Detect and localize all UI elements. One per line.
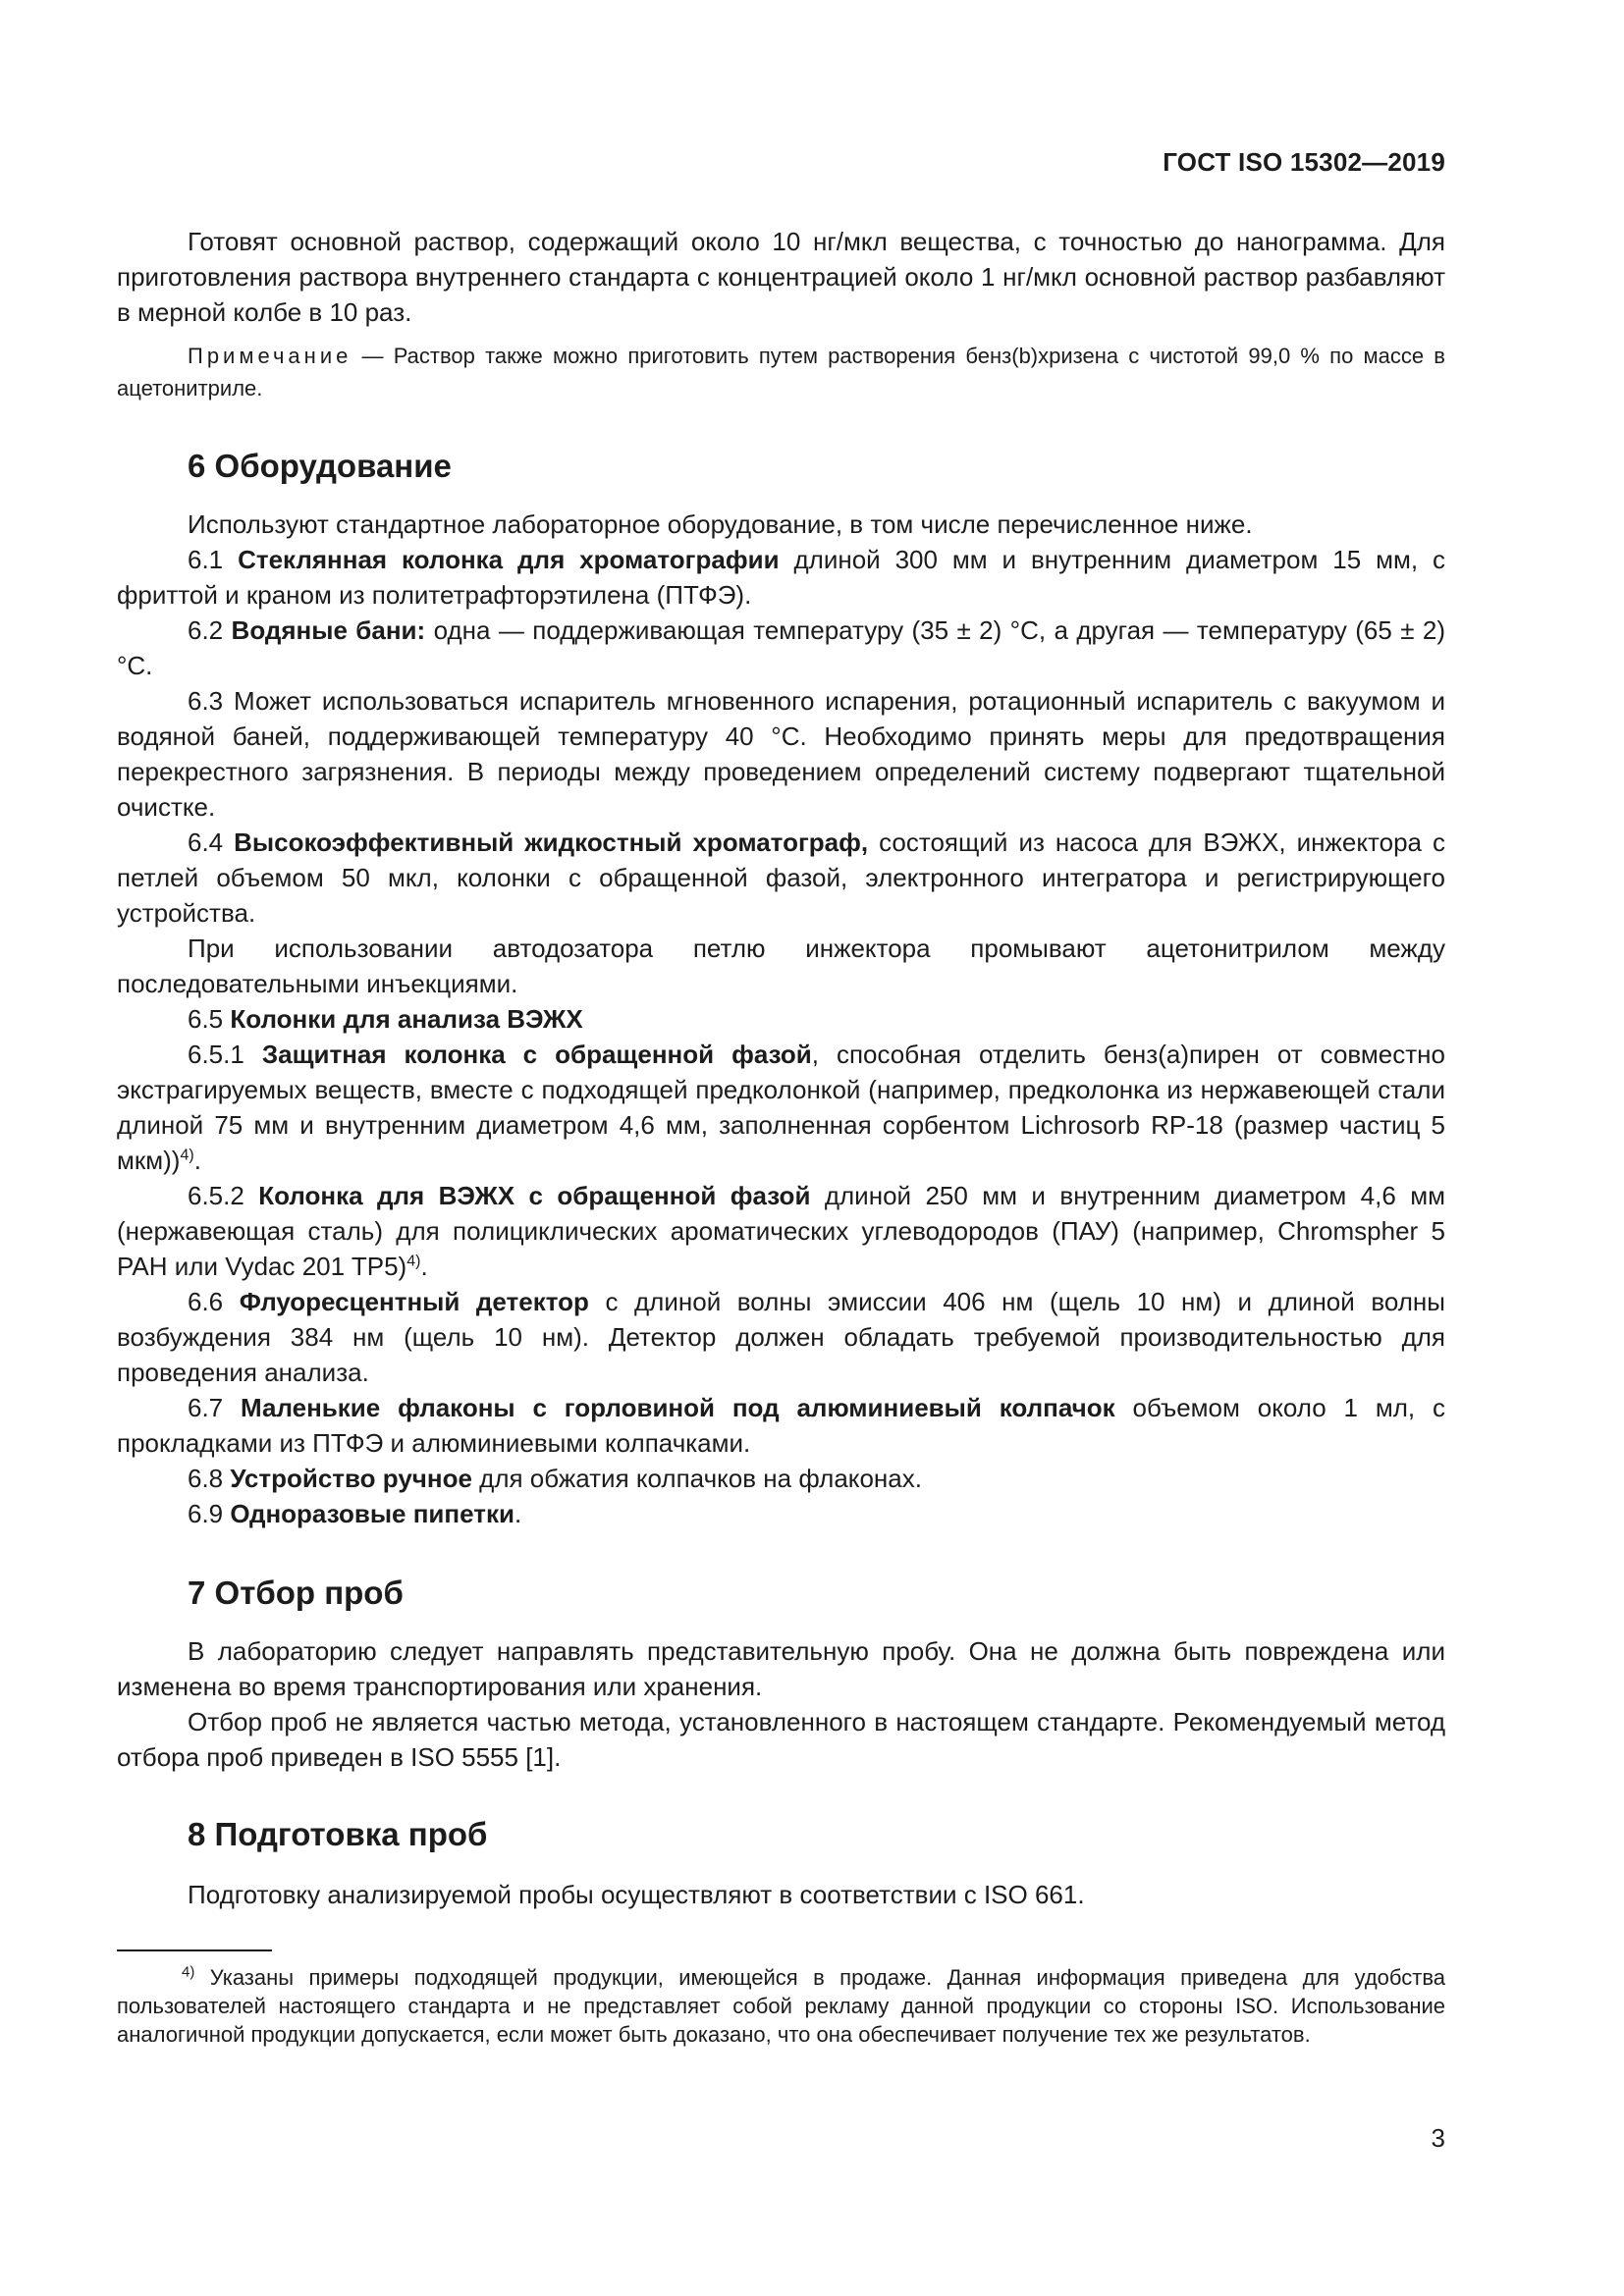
item-term: Водяные бани: <box>231 615 426 645</box>
footnote-area <box>117 1949 1445 2049</box>
item-6-9 <box>117 1496 1445 1531</box>
item-6-5-2 <box>117 1178 1445 1284</box>
item-number: 6.6 <box>188 1287 240 1316</box>
item-text: , способная отделить бенз(а)пирен от совместно экстрагируемых веществ, вместе с подходящей предколонкой (например, предколонка из нержавеющей стали длиной 75 мм и внутренним диаметром 4,6 мм, заполненная сорбентом Lichrosorb RP-18 (размер частиц 5 мкм)) <box>117 1040 1445 1175</box>
document-body <box>117 224 1445 1912</box>
item-number: 6.2 <box>188 615 232 645</box>
item-text: состоящий из насоса для ВЭЖХ, инжектора с петлей объемом 50 мкл, колонки с обращенной фазой, электронного интегратора и регистрирующего устройства. <box>117 828 1445 928</box>
item-6-5 <box>117 1001 1445 1037</box>
item-tail: . <box>193 1146 201 1175</box>
item-term: Высокоэффективный жидкостный хроматограф, <box>234 828 869 857</box>
section-8-heading: 8 Подготовка проб <box>188 1816 488 1852</box>
item-text: для обжатия колпачков на флаконах. <box>471 1464 922 1493</box>
item-number: 6.5.2 <box>188 1181 259 1210</box>
note-paragraph <box>117 340 1445 404</box>
item-term: Флуоресцентный детектор <box>239 1287 589 1316</box>
document-code-header: ГОСТ ISO 15302—2019 <box>1163 147 1445 177</box>
item-term: Одноразовые пипетки <box>230 1499 514 1528</box>
note-label: Примечание <box>188 344 352 368</box>
section-7-heading: 7 Отбор проб <box>188 1575 404 1611</box>
item-number: 6.8 <box>188 1464 231 1493</box>
item-number: 6.5.1 <box>188 1040 262 1069</box>
item-6-5-1 <box>117 1037 1445 1178</box>
item-6-4-autosampler: При использовании автодозатора петлю инжектора промывают ацетонитрилом между последовательными инъекциями. <box>117 934 1445 998</box>
footnote-reference: 4) <box>406 1253 421 1270</box>
item-term: Маленькие флаконы с горловиной под алюминиевый колпачок <box>241 1393 1115 1422</box>
footnote-separator <box>117 1949 272 1951</box>
item-term: Стеклянная колонка для хроматографии <box>238 545 780 574</box>
paragraph-stock-solution: Готовят основной раствор, содержащий около 10 нг/мкл вещества, с точностью до нанограмма. Для приготовления раствора внутреннего стандарта с концентрацией около 1 нг/мкл основной раствор разбавляют в мерной колбе в 10 раз. <box>117 227 1445 327</box>
section-7-paragraph-1: В лабораторию следует направлять представительную пробу. Она не должна быть повреждена или изменена во время транспортирования или хранения. <box>117 1636 1445 1701</box>
section-6-heading: 6 Оборудование <box>188 448 452 484</box>
item-tail: . <box>420 1252 428 1281</box>
item-number: 6.1 <box>188 545 239 574</box>
item-term: Защитная колонка с обращенной фазой <box>261 1040 812 1069</box>
footnote-mark: 4) <box>182 1963 195 1981</box>
item-6-7 <box>117 1390 1445 1461</box>
item-number: 6.5 <box>188 1004 231 1034</box>
item-text: объемом около 1 мл, с прокладками из ПТФЭ и алюминиевыми колпачками. <box>117 1393 1445 1458</box>
footnote-reference: 4) <box>180 1147 194 1164</box>
item-term: Колонки для анализа ВЭЖХ <box>230 1004 583 1034</box>
item-6-4 <box>117 825 1445 931</box>
item-text: с длиной волны эмиссии 406 нм (щель 10 нм) и длиной волны возбуждения 384 нм (щель 10 нм). Детектор должен обладать требуемой производительностью для проведения анализа. <box>117 1287 1445 1387</box>
footnote-text: Указаны примеры подходящей продукции, имеющейся в продаже. Данная информация приведена для удобства пользователей настоящего стандарта и не представляет собой рекламу данной продукции со стороны ISO. Использование аналогичной продукции допускается, если может быть доказано, что она обеспечивает получение тех же результатов. <box>117 1965 1445 2047</box>
item-term: Колонка для ВЭЖХ с обращенной фазой <box>258 1181 811 1210</box>
footnote-4 <box>117 1963 1445 2049</box>
note-text: — Раствор также можно приготовить путем растворения бенз(b)хризена с чистотой 99,0 % по массе в ацетонитриле. <box>117 344 1445 400</box>
item-6-3: 6.3 Может использоваться испаритель мгновенного испарения, ротационный испаритель с вакуумом и водяной баней, поддерживающей температуру 40 °С. Необходимо принять меры для предотвращения перекрестного загрязнения. В периоды между проведением определений систему подвергают тщательной очистке. <box>117 686 1445 822</box>
item-text: . <box>514 1499 522 1528</box>
item-number: 6.4 <box>188 828 235 857</box>
item-term: Устройство ручное <box>230 1464 472 1493</box>
item-text: одна — поддерживающая температуру (35 ± 2) °С, а другая — температуру (65 ± 2) °С. <box>117 615 1445 680</box>
item-text: длиной 300 мм и внутренним диаметром 15 мм, с фриттой и краном из политетрафторэтилена (ПТФЭ). <box>117 545 1445 610</box>
item-6-1 <box>117 542 1445 613</box>
item-number: 6.7 <box>188 1393 242 1422</box>
item-text: длиной 250 мм и внутренним диаметром 4,6 мм (нержавеющая сталь) для полициклических ароматических углеводородов (ПАУ) (например, Chromspher 5 PAH или Vydac 201 TP5) <box>117 1181 1445 1281</box>
section-6-intro: Используют стандартное лабораторное оборудование, в том числе перечисленное ниже. <box>188 509 1253 539</box>
item-6-6 <box>117 1284 1445 1390</box>
page-number: 3 <box>1431 2123 1445 2153</box>
item-6-8 <box>117 1461 1445 1496</box>
item-number: 6.9 <box>188 1499 231 1528</box>
item-6-2 <box>117 613 1445 683</box>
section-8-paragraph-1: Подготовку анализируемой пробы осуществляют в соответствии с ISO 661. <box>188 1880 1085 1909</box>
section-7-paragraph-2: Отбор проб не является частью метода, установленного в настоящем стандарте. Рекомендуемый метод отбора проб приведен в ISO 5555 [1]. <box>117 1707 1445 1772</box>
